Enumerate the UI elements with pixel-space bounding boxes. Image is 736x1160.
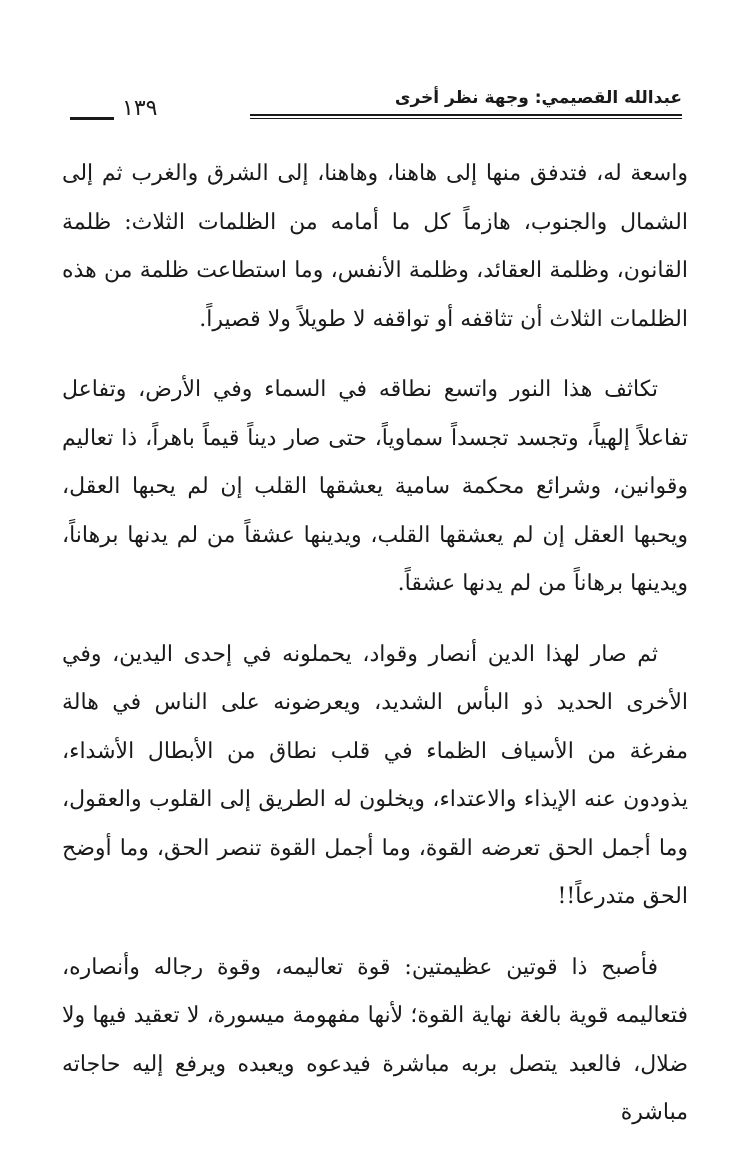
- running-title: عبدالله القصيمي: وجهة نظر أخرى: [394, 88, 682, 108]
- paragraph-1: واسعة له، فتدفق منها إلى هاهنا، وهاهنا، إلى الشرق والغرب ثم إلى الشمال والجنوب، هازماً كل ما أمامه من الظلمات الثلاث: ظلمة القانون، وظلمة العقائد، وظلمة الأنفس، وما استطاعت ظلمة من هذه الظلمات الثلاث أن تثاقفه أو تواقفه لا طويلاً ولا قصيراً.: [62, 161, 688, 332]
- header-rule: [250, 114, 682, 119]
- page-number: ١٣٩: [122, 96, 158, 121]
- body-text: [62, 150, 688, 1160]
- header-rule-short: [70, 117, 114, 120]
- paragraph-4: فأصبح ذا قوتين عظيمتين: قوة تعاليمه، وقوة رجاله وأنصاره، فتعاليمه قوية بالغة نهاية القوة؛ لأنها مفهومة ميسورة، لا تعقيد فيها ولا ضلال، فالعبد يتصل بربه مباشرة فيدعوه ويعبده ويرفع إليه حاجاته مباشرة: [62, 954, 688, 1125]
- running-header: [70, 88, 682, 132]
- paragraph-3: ثم صار لهذا الدين أنصار وقواد، يحملونه في إحدى اليدين، وفي الأخرى الحديد ذو البأس الشديد، ويعرضونه على الناس في هالة مفرغة من الأسياف الظماء في قلب نطاق من الأبطال الأشداء، يذودون عنه الإيذاء والاعتداء، ويخلون له الطريق إلى القلوب والعقول، وما أجمل الحق تعرضه القوة، وما أجمل القوة تنصر الحق، وما أوضح الحق متدرعاً!!: [62, 641, 688, 909]
- paragraph-2: تكاثف هذا النور واتسع نطاقه في السماء وفي الأرض، وتفاعل تفاعلاً إلهياً، وتجسد تجسداً سماوياً، حتى صار ديناً قيماً باهراً، ذا تعاليم وقوانين، وشرائع محكمة سامية يعشقها القلب إن لم يحبها العقل، ويحبها العقل إن لم يعشقها القلب، ويدينها عشقاً من لم يدنها برهاناً، ويدينها برهاناً من لم يدنها عشقاً.: [62, 377, 688, 596]
